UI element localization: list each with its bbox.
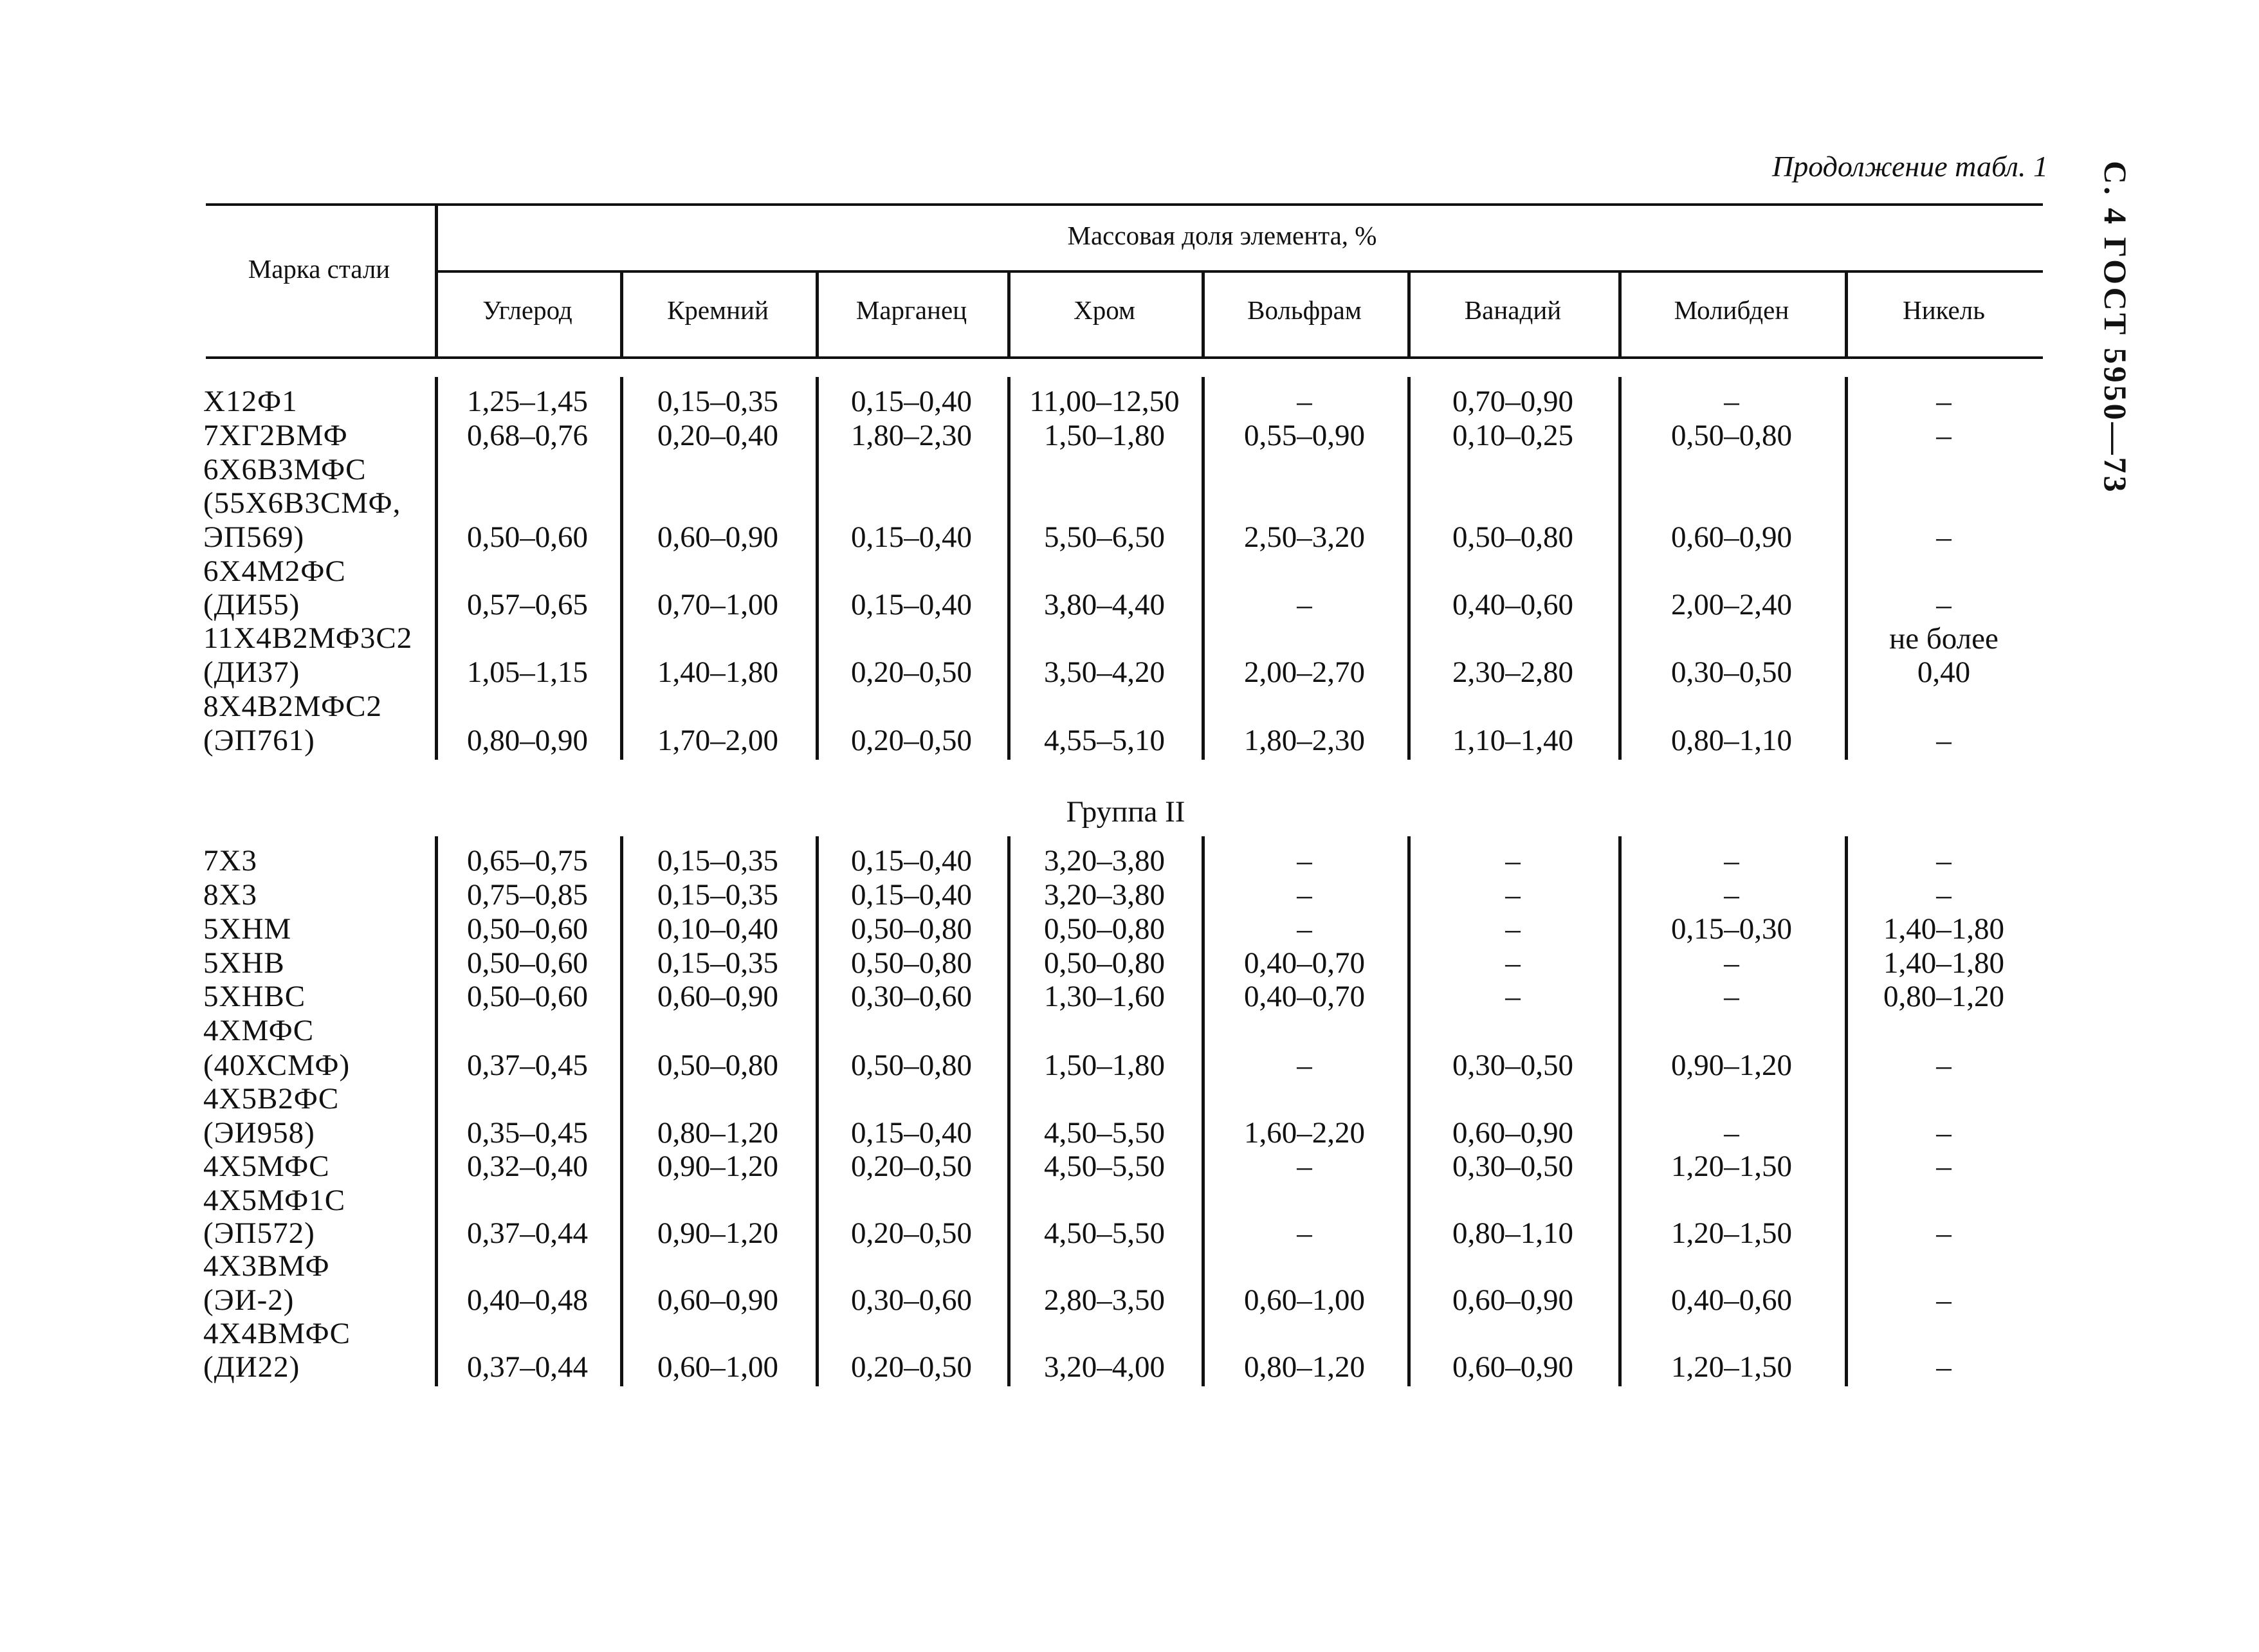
steel-grade-label: 5ХНВС [203,980,306,1013]
cell-nickel: 1,40–1,80 [1883,946,2004,980]
cell-manganese: 0,20–0,50 [851,1216,972,1250]
cell-molybdenum: 2,00–2,40 [1671,588,1792,621]
body-column-rule [620,836,623,1386]
cell-tungsten: 0,60–1,00 [1244,1283,1365,1317]
body-column-rule [1845,377,1848,760]
cell-manganese: 0,20–0,50 [851,1150,972,1183]
cell-chromium: 3,20–3,80 [1044,878,1165,912]
cell-manganese: 0,15–0,40 [851,385,972,418]
body-column-rule [1202,377,1205,760]
cell-vanadium: 0,40–0,60 [1452,588,1573,621]
cell-tungsten: – [1297,1049,1312,1082]
steel-grade-label: (ДИ22) [203,1350,300,1384]
cell-chromium: 1,50–1,80 [1044,1049,1165,1082]
cell-chromium: 4,50–5,50 [1044,1216,1165,1250]
steel-grade-label: (ЭП572) [203,1216,315,1250]
cell-silicon: 0,60–0,90 [657,980,778,1013]
cell-tungsten: 0,80–1,20 [1244,1350,1365,1384]
cell-silicon: 0,60–0,90 [657,1283,778,1317]
cell-molybdenum: – [1724,1116,1739,1150]
cell-vanadium: – [1505,878,1521,912]
cell-carbon: 0,75–0,85 [467,878,588,912]
cell-silicon: 0,90–1,20 [657,1216,778,1250]
steel-grade-label: (ЭИ958) [203,1116,315,1150]
steel-grade-label: 8Х4В2МФС2 [203,690,382,723]
cell-tungsten: 2,50–3,20 [1244,520,1365,554]
cell-manganese: 0,15–0,40 [851,1116,972,1150]
cell-nickel: 0,40 [1917,656,1971,689]
column-header: Ванадий [1464,295,1562,325]
cell-manganese: 0,15–0,40 [851,844,972,877]
body-column-rule [435,836,438,1386]
cell-chromium: 0,50–0,80 [1044,912,1165,946]
cell-silicon: 0,15–0,35 [657,844,778,877]
cell-nickel: – [1936,419,1952,452]
cell-manganese: 0,30–0,60 [851,980,972,1013]
cell-vanadium: 0,30–0,50 [1452,1150,1573,1183]
cell-molybdenum: 0,80–1,10 [1671,724,1792,757]
cell-chromium: 4,55–5,10 [1044,724,1165,757]
cell-molybdenum: 0,30–0,50 [1671,656,1792,689]
cell-chromium: 1,50–1,80 [1044,419,1165,452]
cell-molybdenum: – [1724,980,1739,1013]
header-column-rule [1407,273,1411,358]
cell-silicon: 1,70–2,00 [657,724,778,757]
cell-tungsten: – [1297,844,1312,877]
cell-carbon: 0,50–0,60 [467,912,588,946]
steel-grade-label: 4Х5В2ФС [203,1082,340,1115]
header-column-rule [620,273,623,358]
cell-vanadium: 0,80–1,10 [1452,1216,1573,1250]
body-column-rule [816,836,819,1386]
cell-tungsten: 1,80–2,30 [1244,724,1365,757]
header-column-rule [816,273,819,358]
header-column-rule [1618,273,1622,358]
cell-chromium: 3,80–4,40 [1044,588,1165,621]
cell-chromium: 5,50–6,50 [1044,520,1165,554]
body-column-rule [1407,836,1411,1386]
cell-molybdenum: 0,40–0,60 [1671,1283,1792,1317]
grade-column-rule [435,205,438,358]
cell-silicon: 0,15–0,35 [657,878,778,912]
cell-vanadium: 0,60–0,90 [1452,1116,1573,1150]
cell-carbon: 0,35–0,45 [467,1116,588,1150]
cell-vanadium: 0,60–0,90 [1452,1283,1573,1317]
cell-carbon: 0,68–0,76 [467,419,588,452]
cell-nickel: – [1936,1283,1952,1317]
header-column-rule [1845,273,1848,358]
cell-tungsten: – [1297,588,1312,621]
table-continuation-caption: Продолжение табл. 1 [1772,150,2048,183]
cell-molybdenum: – [1724,385,1739,418]
cell-carbon: 0,37–0,44 [467,1216,588,1250]
page-side-header [2092,161,2134,495]
cell-tungsten: – [1297,1150,1312,1183]
steel-grade-label: 5ХНМ [203,912,292,946]
cell-nickel: – [1936,1116,1952,1150]
cell-molybdenum: 0,50–0,80 [1671,419,1792,452]
steel-grade-label: 11Х4В2МФ3С2 [203,621,413,655]
cell-silicon: 0,60–0,90 [657,520,778,554]
header-column-rule [1007,273,1011,358]
cell-manganese: 0,50–0,80 [851,946,972,980]
cell-tungsten: 0,55–0,90 [1244,419,1365,452]
cell-carbon: 0,40–0,48 [467,1283,588,1317]
cell-carbon: 0,50–0,60 [467,946,588,980]
steel-grade-label: 4Х4ВМФС [203,1317,351,1350]
cell-manganese: 0,20–0,50 [851,656,972,689]
cell-silicon: 0,80–1,20 [657,1116,778,1150]
cell-vanadium: 1,10–1,40 [1452,724,1573,757]
cell-silicon: 0,90–1,20 [657,1150,778,1183]
steel-grade-label: Х12Ф1 [203,385,298,418]
steel-grade-label: 4Х3ВМФ [203,1249,330,1283]
cell-nickel: – [1936,878,1952,912]
steel-grade-label: 4Х5МФ1С [203,1184,346,1217]
steel-grade-label: 6Х6В3МФС [203,453,367,486]
table-top-rule [206,203,2043,206]
cell-carbon: 0,37–0,44 [467,1350,588,1384]
cell-vanadium: 0,10–0,25 [1452,419,1573,452]
steel-grade-label: 5ХНВ [203,946,285,980]
column-header: Марганец [855,295,967,325]
column-header: Вольфрам [1247,295,1362,325]
cell-silicon: 0,15–0,35 [657,946,778,980]
cell-molybdenum: 0,15–0,30 [1671,912,1792,946]
cell-vanadium: 0,50–0,80 [1452,520,1573,554]
cell-chromium: 4,50–5,50 [1044,1116,1165,1150]
body-column-rule [1407,377,1411,760]
cell-vanadium: 2,30–2,80 [1452,656,1573,689]
body-column-rule [1202,836,1205,1386]
cell-nickel: – [1936,1049,1952,1082]
column-header: Молибден [1674,295,1789,325]
cell-chromium: 0,50–0,80 [1044,946,1165,980]
cell-silicon: 0,20–0,40 [657,419,778,452]
steel-grade-label: 8Х3 [203,878,257,912]
column-header: Углерод [482,295,572,325]
cell-manganese: 0,20–0,50 [851,724,972,757]
cell-nickel: – [1936,724,1952,757]
cell-molybdenum: 0,90–1,20 [1671,1049,1792,1082]
cell-nickel: – [1936,520,1952,554]
steel-grade-label: ЭП569) [203,520,305,554]
cell-molybdenum: 1,20–1,50 [1671,1216,1792,1250]
cell-silicon: 0,50–0,80 [657,1049,778,1082]
body-column-rule [1618,377,1622,760]
cell-silicon: 0,60–1,00 [657,1350,778,1384]
cell-tungsten: 0,40–0,70 [1244,946,1365,980]
body-column-rule [620,377,623,760]
cell-manganese: 0,15–0,40 [851,520,972,554]
cell-carbon: 0,57–0,65 [467,588,588,621]
cell-molybdenum: 1,20–1,50 [1671,1150,1792,1183]
cell-chromium: 3,20–4,00 [1044,1350,1165,1384]
cell-molybdenum: – [1724,878,1739,912]
cell-molybdenum: 1,20–1,50 [1671,1350,1792,1384]
steel-grade-label: 7ХГ2ВМФ [203,419,348,452]
header-column-rule [1202,273,1205,358]
cell-nickel: не более [1889,622,1998,656]
cell-manganese: 1,80–2,30 [851,419,972,452]
body-column-rule [435,377,438,760]
body-column-rule [816,377,819,760]
cell-vanadium: 0,30–0,50 [1452,1049,1573,1082]
cell-tungsten: 1,60–2,20 [1244,1116,1365,1150]
group-label: Группа II [1066,795,1185,829]
cell-vanadium: 0,60–0,90 [1452,1350,1573,1384]
cell-carbon: 0,37–0,45 [467,1049,588,1082]
grade-header: Марка стали [248,254,390,284]
cell-tungsten: – [1297,385,1312,418]
cell-tungsten: 2,00–2,70 [1244,656,1365,689]
cell-carbon: 0,80–0,90 [467,724,588,757]
cell-tungsten: – [1297,878,1312,912]
cell-nickel: – [1936,385,1952,418]
cell-vanadium: – [1505,946,1521,980]
column-header: Кремний [667,295,769,325]
cell-manganese: 0,50–0,80 [851,1049,972,1082]
cell-chromium: 11,00–12,50 [1029,385,1180,418]
steel-grade-label: (55Х6В3СМФ, [203,486,401,520]
cell-silicon: 0,70–1,00 [657,588,778,621]
column-header: Никель [1903,295,1985,325]
steel-grade-label: (ЭП761) [203,724,315,757]
cell-vanadium: 0,70–0,90 [1452,385,1573,418]
cell-nickel: – [1936,588,1952,621]
steel-grade-label: 4ХМФС [203,1014,315,1047]
body-column-rule [1845,836,1848,1386]
steel-grade-label: (ЭИ-2) [203,1283,295,1317]
header-bottom-rule [206,356,2043,359]
cell-nickel: – [1936,1216,1952,1250]
cell-carbon: 1,05–1,15 [467,656,588,689]
cell-silicon: 0,10–0,40 [657,912,778,946]
cell-nickel: – [1936,844,1952,877]
cell-carbon: 0,50–0,60 [467,520,588,554]
cell-tungsten: 0,40–0,70 [1244,980,1365,1013]
cell-tungsten: – [1297,912,1312,946]
cell-nickel: 1,40–1,80 [1883,912,2004,946]
steel-grade-label: (ДИ37) [203,656,300,689]
cell-carbon: 0,65–0,75 [467,844,588,877]
cell-chromium: 4,50–5,50 [1044,1150,1165,1183]
steel-grade-label: 4Х5МФС [203,1150,330,1183]
cell-nickel: – [1936,1350,1952,1384]
side-header-text: С. 4 ГОСТ 5950—73 [2098,161,2134,495]
cell-chromium: 2,80–3,50 [1044,1283,1165,1317]
body-column-rule [1618,836,1622,1386]
cell-nickel: 0,80–1,20 [1883,980,2004,1013]
steel-grade-label: (ДИ55) [203,588,300,621]
cell-silicon: 0,15–0,35 [657,385,778,418]
cell-manganese: 0,15–0,40 [851,588,972,621]
cell-molybdenum: – [1724,946,1739,980]
cell-tungsten: – [1297,1216,1312,1250]
cell-manganese: 0,50–0,80 [851,912,972,946]
steel-grade-label: 7Х3 [203,844,257,877]
cell-nickel: – [1936,1150,1952,1183]
cell-carbon: 0,32–0,40 [467,1150,588,1183]
cell-vanadium: – [1505,980,1521,1013]
cell-chromium: 3,50–4,20 [1044,656,1165,689]
cell-vanadium: – [1505,844,1521,877]
cell-manganese: 0,30–0,60 [851,1283,972,1317]
cell-manganese: 0,15–0,40 [851,878,972,912]
mass-fraction-header: Массовая доля элемента, % [1067,221,1377,250]
cell-molybdenum: 0,60–0,90 [1671,520,1792,554]
cell-vanadium: – [1505,912,1521,946]
cell-molybdenum: – [1724,844,1739,877]
cell-carbon: 0,50–0,60 [467,980,588,1013]
cell-carbon: 1,25–1,45 [467,385,588,418]
cell-chromium: 3,20–3,80 [1044,844,1165,877]
steel-grade-label: (40ХСМФ) [203,1049,351,1082]
steel-grade-label: 6Х4М2ФС [203,555,346,588]
cell-silicon: 1,40–1,80 [657,656,778,689]
cell-manganese: 0,20–0,50 [851,1350,972,1384]
cell-chromium: 1,30–1,60 [1044,980,1165,1013]
body-column-rule [1007,836,1011,1386]
column-header: Хром [1074,295,1135,325]
body-column-rule [1007,377,1011,760]
header-mid-rule [435,270,2043,273]
